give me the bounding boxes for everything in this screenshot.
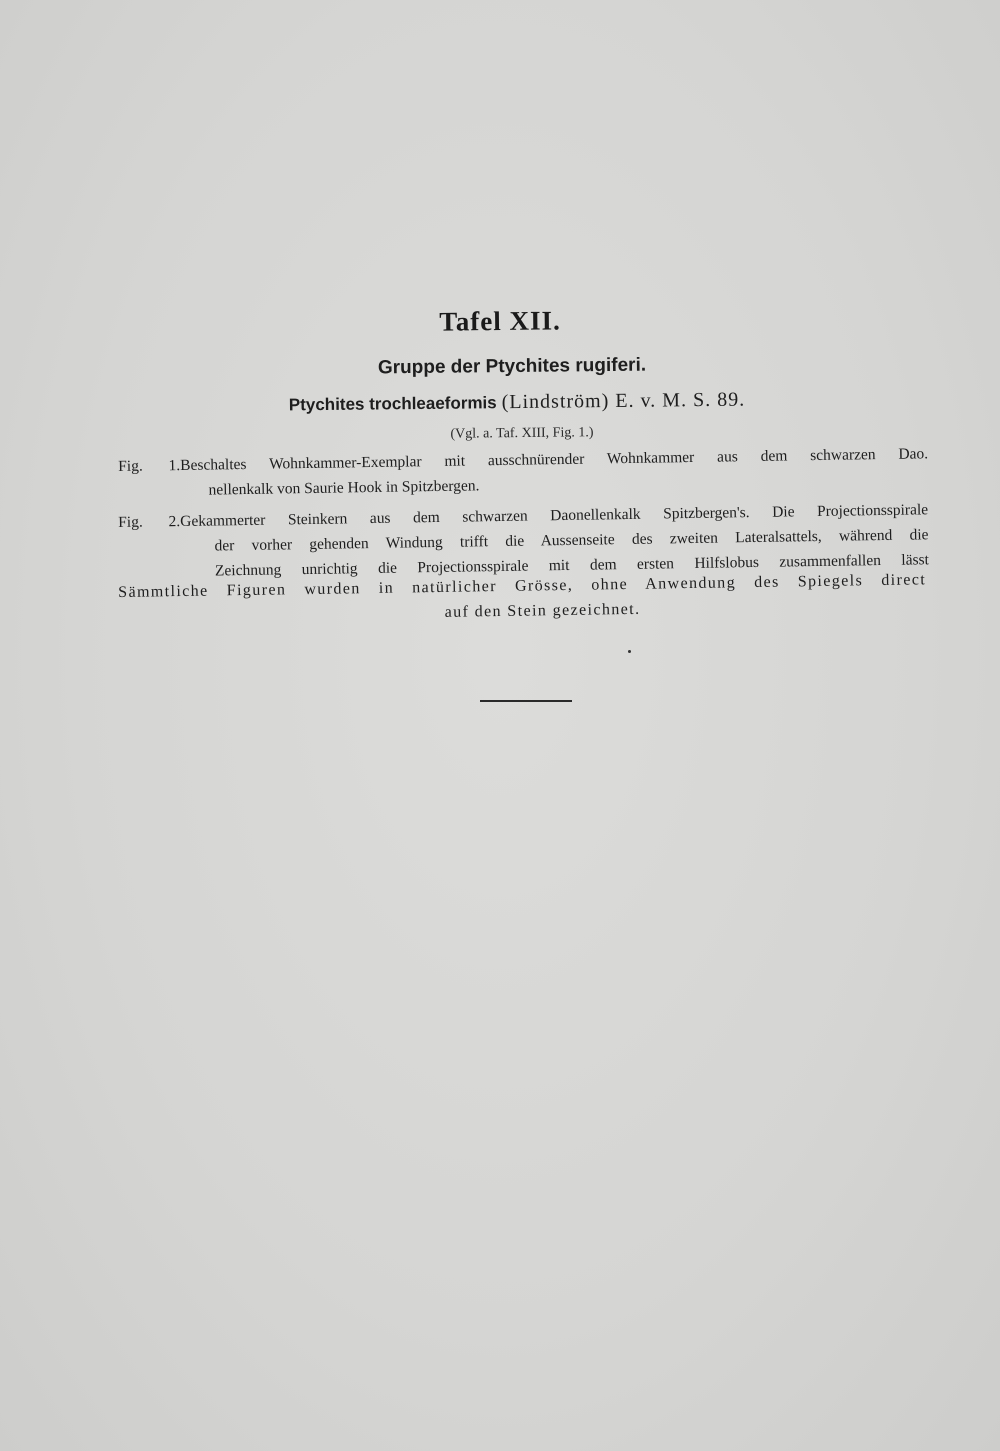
figure-label: Fig. 1. xyxy=(118,457,181,475)
group-title: Gruppe der Ptychites rugiferi. xyxy=(377,354,647,379)
figure-caption-1 xyxy=(118,441,929,504)
plate-title: Tafel XII. xyxy=(439,305,561,337)
section-divider xyxy=(480,700,572,702)
caption-line: nellenkalk von Saurie Hook in Spitzbergen. xyxy=(208,477,480,499)
figure-label: Fig. 2. xyxy=(118,513,181,531)
species-heading xyxy=(0,386,1000,420)
caption-line: Zeichnung unrichtig die Projectionsspirale mit dem ersten Hilfslobus zusammenfallen lässt xyxy=(214,551,930,580)
cross-reference: (Vgl. a. Taf. XIII, Fig. 1.) xyxy=(450,425,594,442)
caption-text: Gekammerter Steinkern aus dem schwarzen Daonellenkalk Spitzbergen's. Die Projectionsspirale xyxy=(180,501,929,531)
species-name: Ptychites trochleaeformis xyxy=(288,393,497,415)
summary-line: auf den Stein gezeichnet. xyxy=(444,600,641,621)
summary-line: Sämmtliche Figuren wurden in natürlicher Grösse, ohne Anwendung des Spiegels direct xyxy=(118,571,927,601)
species-author: (Lindström) E. v. M. S. 89. xyxy=(501,388,746,414)
caption-line: der vorher gehenden Windung trifft die Aussenseite des zweiten Lateralsattels, während die xyxy=(214,526,929,555)
print-speck xyxy=(628,650,631,653)
caption-text: Beschaltes Wohnkammer-Exemplar mit ausschnürender Wohnkammer aus dem schwarzen Dao. xyxy=(180,445,929,475)
